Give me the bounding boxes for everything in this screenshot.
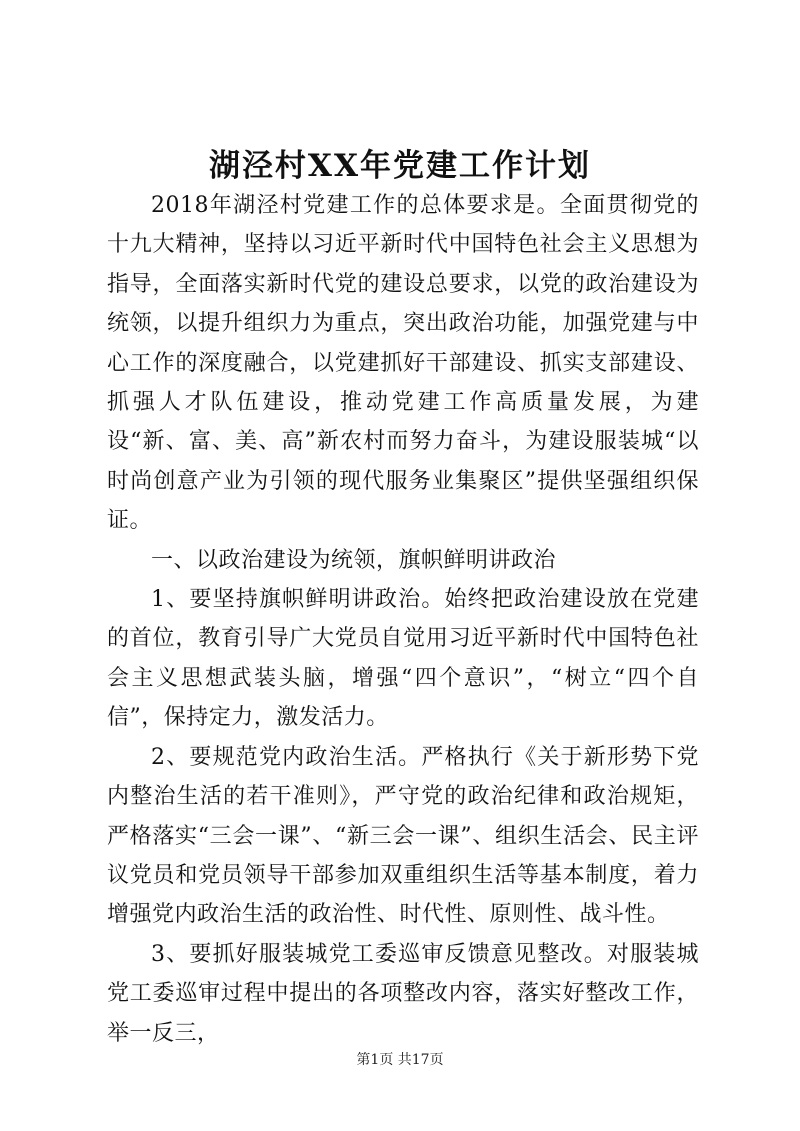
section-heading-1: 一、以政治建设为统领，旗帜鲜明讲政治 bbox=[151, 547, 557, 573]
paragraph-item-1: 1、要坚持旗帜鲜明讲政治。始终把政治建设放在党建的首位，教育引导广大党员自觉用习近平新时代中国特色社会主义思想武装头脑，增强“四个意识”，“树立“四个自信”，保持定力，激发活力。 bbox=[107, 587, 699, 731]
paragraph-intro: 2018年湖泾村党建工作的总体要求是。全面贯彻党的十九大精神，坚持以习近平新时代中国特色社会主义思想为指导，全面落实新时代党的建设总要求，以党的政治建设为统领，以提升组织力为重点，突出政治功能，加强党建与中心工作的深度融合，以党建抓好干部建设、抓实支部建设、抓强人才队伍建设，推动党建工作高质量发展，为建设“新、富、美、高”新农村而努力奋斗，为建设服装城“以时尚创意产业为引领的现代服务业集聚区”提供坚强组织保证。 bbox=[107, 193, 699, 534]
paragraph-item-2: 2、要规范党内政治生活。严格执行《关于新形势下党内整治生活的若干准则》，严守党的政治纪律和政治规矩，严格落实“三会一课”、“新三会一课”、组织生活会、民主评议党员和党员领导干部参加双重组织生活等基本制度，着力增强党内政治生活的政治性、时代性、原则性、战斗性。 bbox=[107, 744, 699, 928]
paragraph-item-3: 3、要抓好服装城党工委巡审反馈意见整改。对服装城党工委巡审过程中提出的各项整改内容，落实好整改工作，举一反三， bbox=[107, 941, 699, 1046]
document-title: 湖泾村XX年党建工作计划 bbox=[208, 148, 592, 184]
page-footer: 第1页 共17页 bbox=[356, 1052, 444, 1068]
document-body bbox=[107, 186, 699, 1053]
